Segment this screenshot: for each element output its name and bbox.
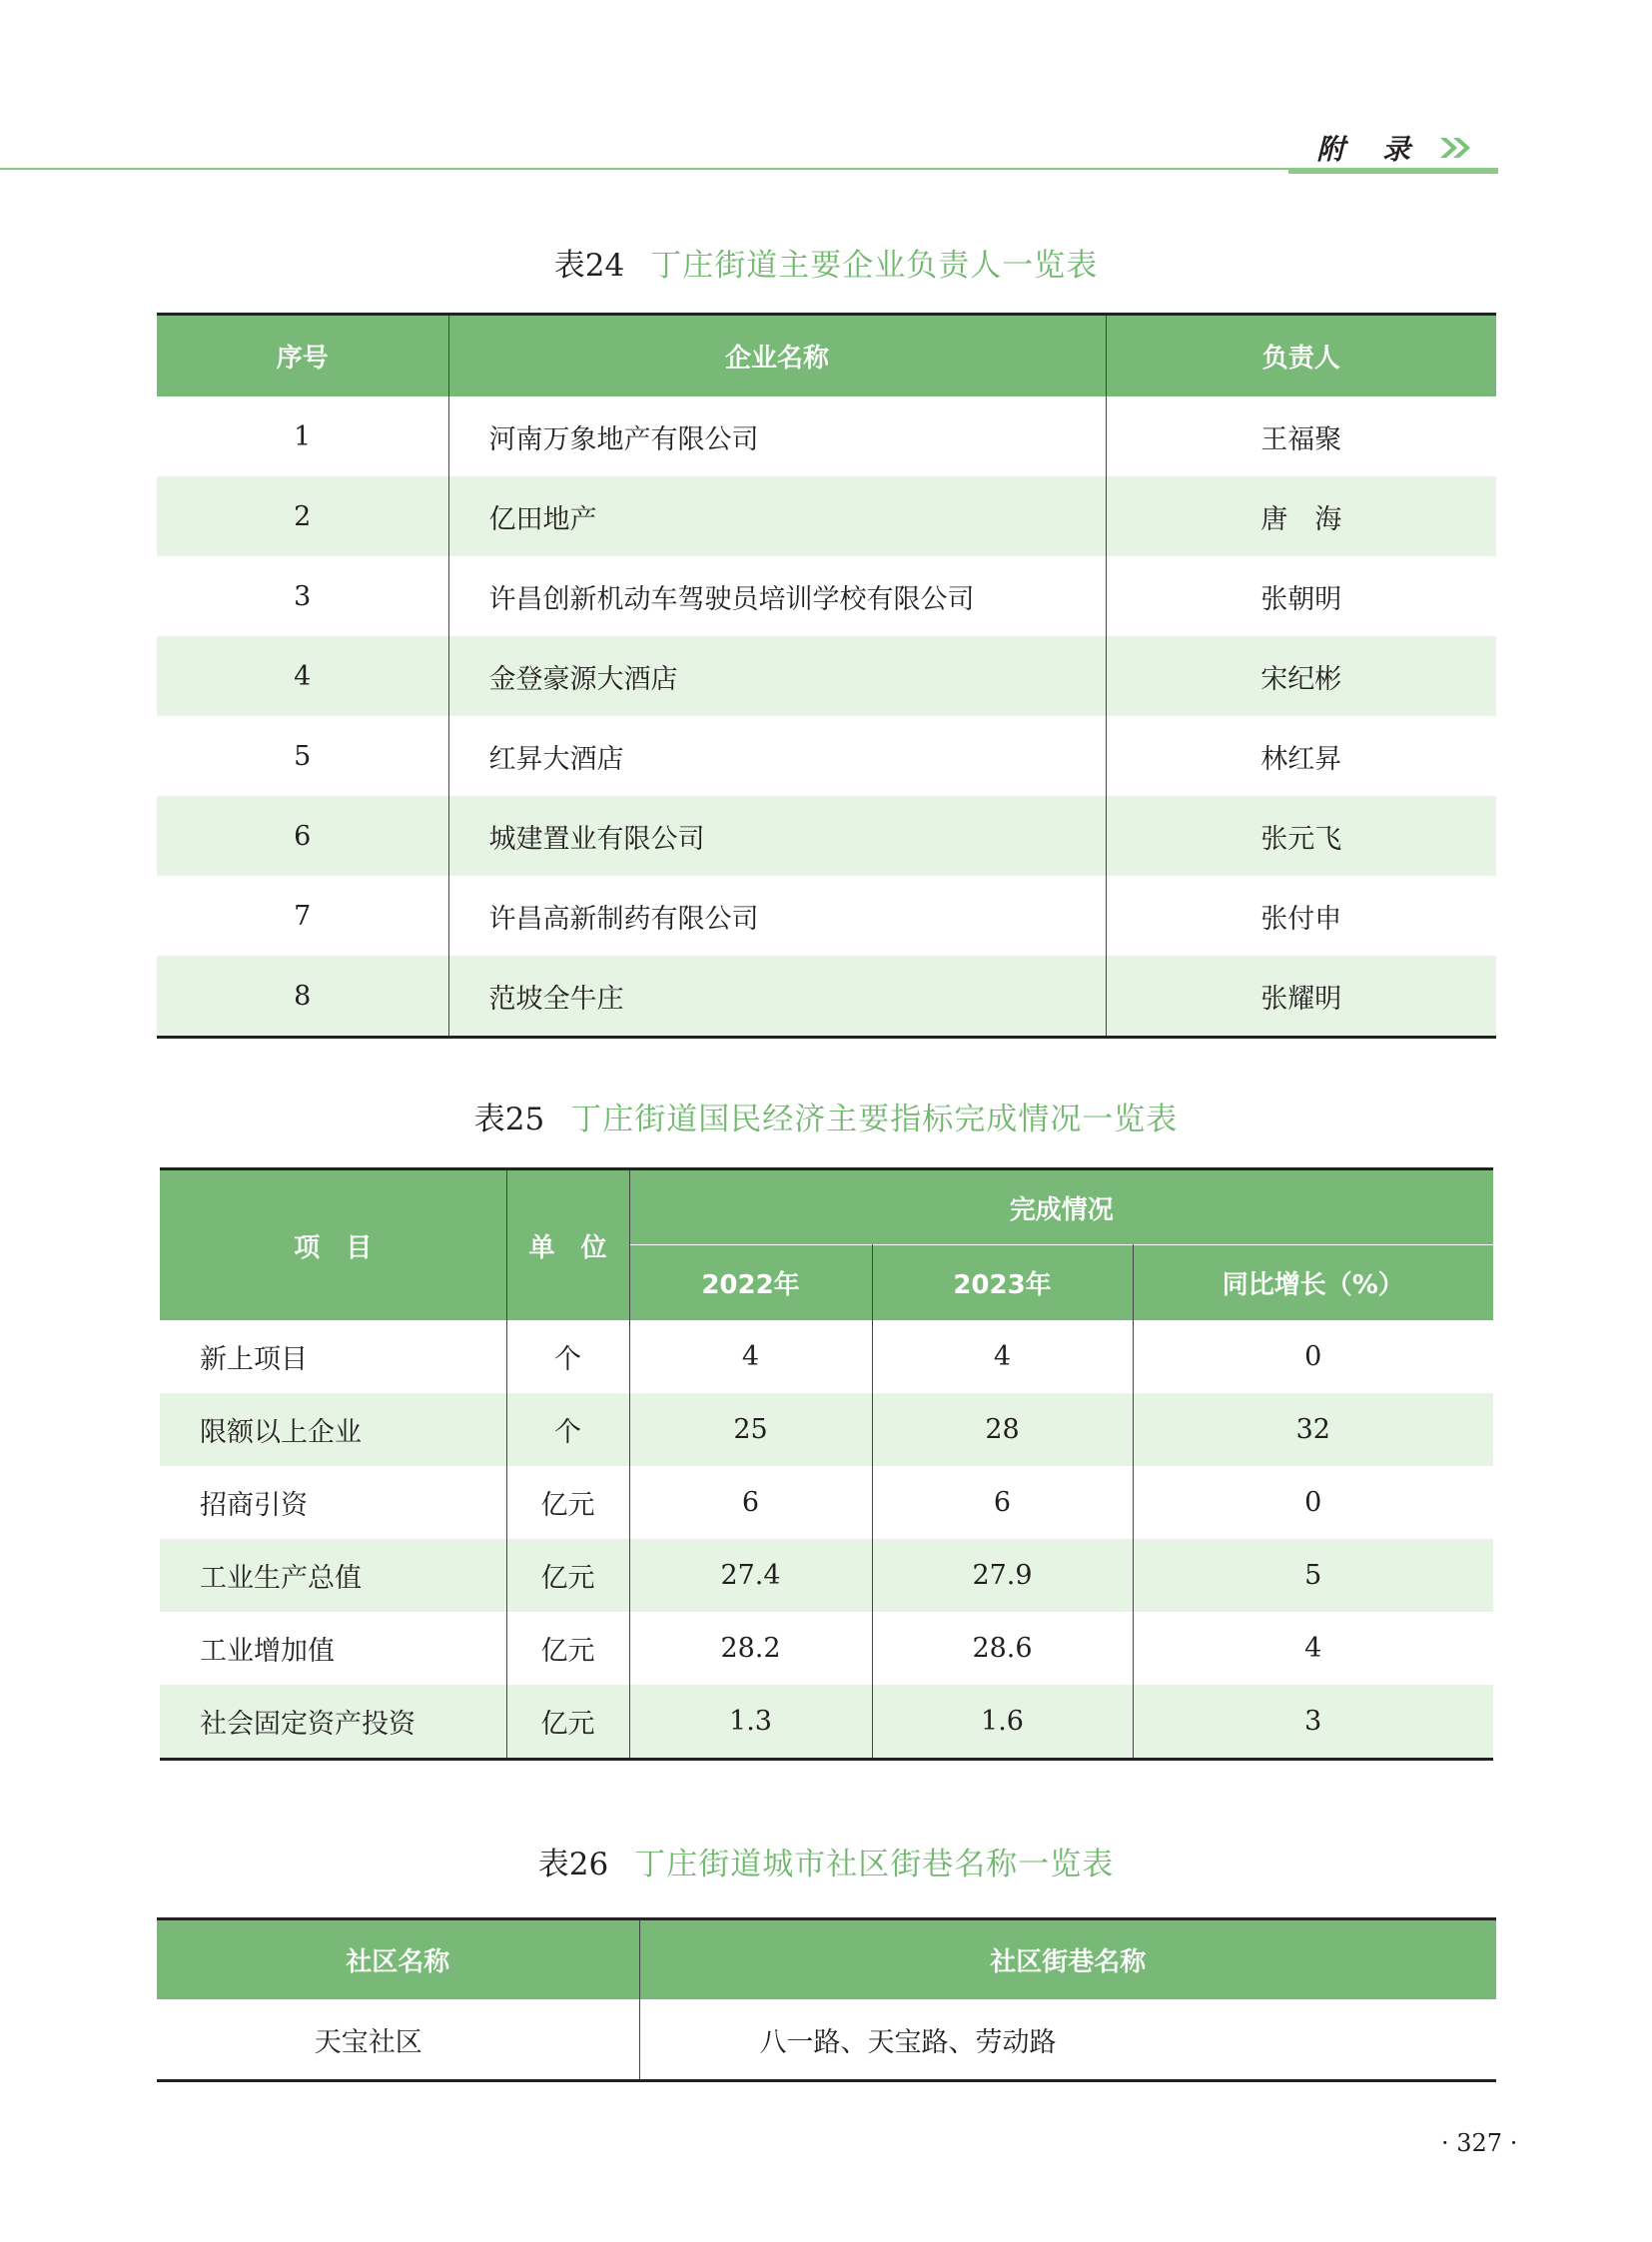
cell-no: 4 <box>157 636 448 716</box>
cell-growth: 0 <box>1304 1487 1322 1518</box>
cell-2023: 6 <box>872 1466 1133 1539</box>
cell-company: 金登豪源大酒店 <box>448 636 1106 716</box>
cell-no: 5 <box>157 716 448 796</box>
running-header: 附 录 <box>1316 133 1424 166</box>
table-row <box>160 1320 1493 1393</box>
cell-person: 张付申 <box>1260 903 1342 935</box>
table-row <box>157 556 1496 636</box>
table26-header-community: 社区名称 <box>157 1919 639 2000</box>
cell-person: 唐 海 <box>1106 476 1496 556</box>
table-row <box>157 636 1496 716</box>
cell-growth: 32 <box>1133 1393 1493 1466</box>
cell-2023: 28 <box>872 1393 1133 1466</box>
cell-person: 张耀明 <box>1106 956 1496 1038</box>
cell-unit: 亿元 <box>506 1539 629 1612</box>
cell-no: 3 <box>157 556 448 636</box>
table-row <box>157 396 1496 476</box>
table25-title <box>0 1100 1652 1139</box>
cell-no: 2 <box>157 476 448 556</box>
page-number: · 327 · <box>1441 2129 1518 2157</box>
table26-title <box>0 1845 1652 1884</box>
table25-name: 丁庄街道国民经济主要指标完成情况一览表 <box>570 1102 1179 1137</box>
cell-person: 林红昇 <box>1260 743 1342 775</box>
cell-2023: 27.9 <box>872 1539 1133 1612</box>
cell-2023: 28.6 <box>872 1612 1133 1685</box>
cell-2022: 1.3 <box>629 1685 872 1760</box>
cell-item: 限额以上企业 <box>160 1393 506 1466</box>
table-row <box>157 956 1496 1038</box>
cell-growth: 3 <box>1133 1685 1493 1760</box>
cell-growth: 0 <box>1304 1341 1322 1372</box>
table-row <box>160 1612 1493 1685</box>
table24 <box>157 313 1496 1039</box>
cell-unit: 个 <box>506 1393 629 1466</box>
table-row <box>157 876 1496 956</box>
table24-header-person: 负责人 <box>1106 315 1496 397</box>
cell-no: 6 <box>157 796 448 876</box>
cell-company: 许昌高新制药有限公司 <box>448 876 1106 956</box>
table25-header-unit: 单 位 <box>506 1169 629 1321</box>
cell-2023: 4 <box>872 1320 1133 1393</box>
cell-person: 宋纪彬 <box>1106 636 1496 716</box>
table25-header-2022: 2022年 <box>629 1245 872 1321</box>
table-row <box>157 476 1496 556</box>
table24-title <box>0 246 1652 286</box>
cell-unit: 亿元 <box>506 1612 629 1685</box>
double-chevron-icon <box>1438 136 1474 160</box>
table-row <box>160 1539 1493 1612</box>
table-row <box>157 796 1496 876</box>
table24-number: 表24 <box>553 248 625 284</box>
table24-header-no: 序号 <box>157 315 448 397</box>
cell-unit: 亿元 <box>506 1466 629 1539</box>
header-rule-accent <box>1288 168 1498 174</box>
cell-item: 新上项目 <box>160 1320 506 1393</box>
cell-unit: 亿元 <box>506 1685 629 1760</box>
table25-header-item: 项 目 <box>160 1169 506 1321</box>
table25-header-2023: 2023年 <box>872 1245 1133 1321</box>
cell-item: 社会固定资产投资 <box>160 1685 506 1760</box>
cell-2022: 25 <box>629 1393 872 1466</box>
cell-person: 王福聚 <box>1260 423 1342 455</box>
cell-growth: 5 <box>1133 1539 1493 1612</box>
cell-item: 招商引资 <box>160 1466 506 1539</box>
cell-company: 许昌创新机动车驾驶员培训学校有限公司 <box>448 556 1106 636</box>
table26-name: 丁庄街道城市社区街巷名称一览表 <box>634 1847 1115 1882</box>
cell-item: 工业增加值 <box>160 1612 506 1685</box>
cell-no: 1 <box>157 396 448 476</box>
cell-2022: 6 <box>629 1466 872 1539</box>
table-row <box>160 1685 1493 1760</box>
cell-company: 红昇大酒店 <box>448 716 1106 796</box>
table25-number: 表25 <box>473 1102 545 1137</box>
cell-no: 7 <box>157 876 448 956</box>
cell-2022: 4 <box>629 1320 872 1393</box>
table26-number: 表26 <box>537 1847 609 1882</box>
cell-unit: 个 <box>506 1320 629 1393</box>
table25-header-group: 完成情况 <box>629 1169 1493 1245</box>
cell-streets: 八一路、天宝路、劳动路 <box>759 2026 1057 2058</box>
table-row <box>160 1466 1493 1539</box>
table-row <box>157 716 1496 796</box>
cell-2022: 27.4 <box>629 1539 872 1612</box>
cell-company: 亿田地产 <box>448 476 1106 556</box>
cell-person: 张朝明 <box>1260 583 1342 615</box>
cell-growth: 4 <box>1304 1633 1322 1664</box>
cell-person: 张元飞 <box>1106 796 1496 876</box>
cell-no: 8 <box>157 956 448 1038</box>
cell-item: 工业生产总值 <box>160 1539 506 1612</box>
table26-header-streets: 社区街巷名称 <box>639 1919 1496 2000</box>
table26 <box>157 1917 1496 2082</box>
cell-company: 范坡全牛庄 <box>448 956 1106 1038</box>
cell-community: 天宝社区 <box>157 1999 639 2081</box>
table-row <box>157 1999 1496 2081</box>
cell-company: 河南万象地产有限公司 <box>448 396 1106 476</box>
table25-header-growth: 同比增长（%） <box>1133 1245 1493 1321</box>
table25 <box>160 1167 1493 1761</box>
table24-header-name: 企业名称 <box>448 315 1106 397</box>
table-row <box>160 1393 1493 1466</box>
cell-company: 城建置业有限公司 <box>448 796 1106 876</box>
header-rule <box>0 168 1498 170</box>
table24-name: 丁庄街道主要企业负责人一览表 <box>650 248 1099 284</box>
cell-2023: 1.6 <box>872 1685 1133 1760</box>
cell-2022: 28.2 <box>629 1612 872 1685</box>
